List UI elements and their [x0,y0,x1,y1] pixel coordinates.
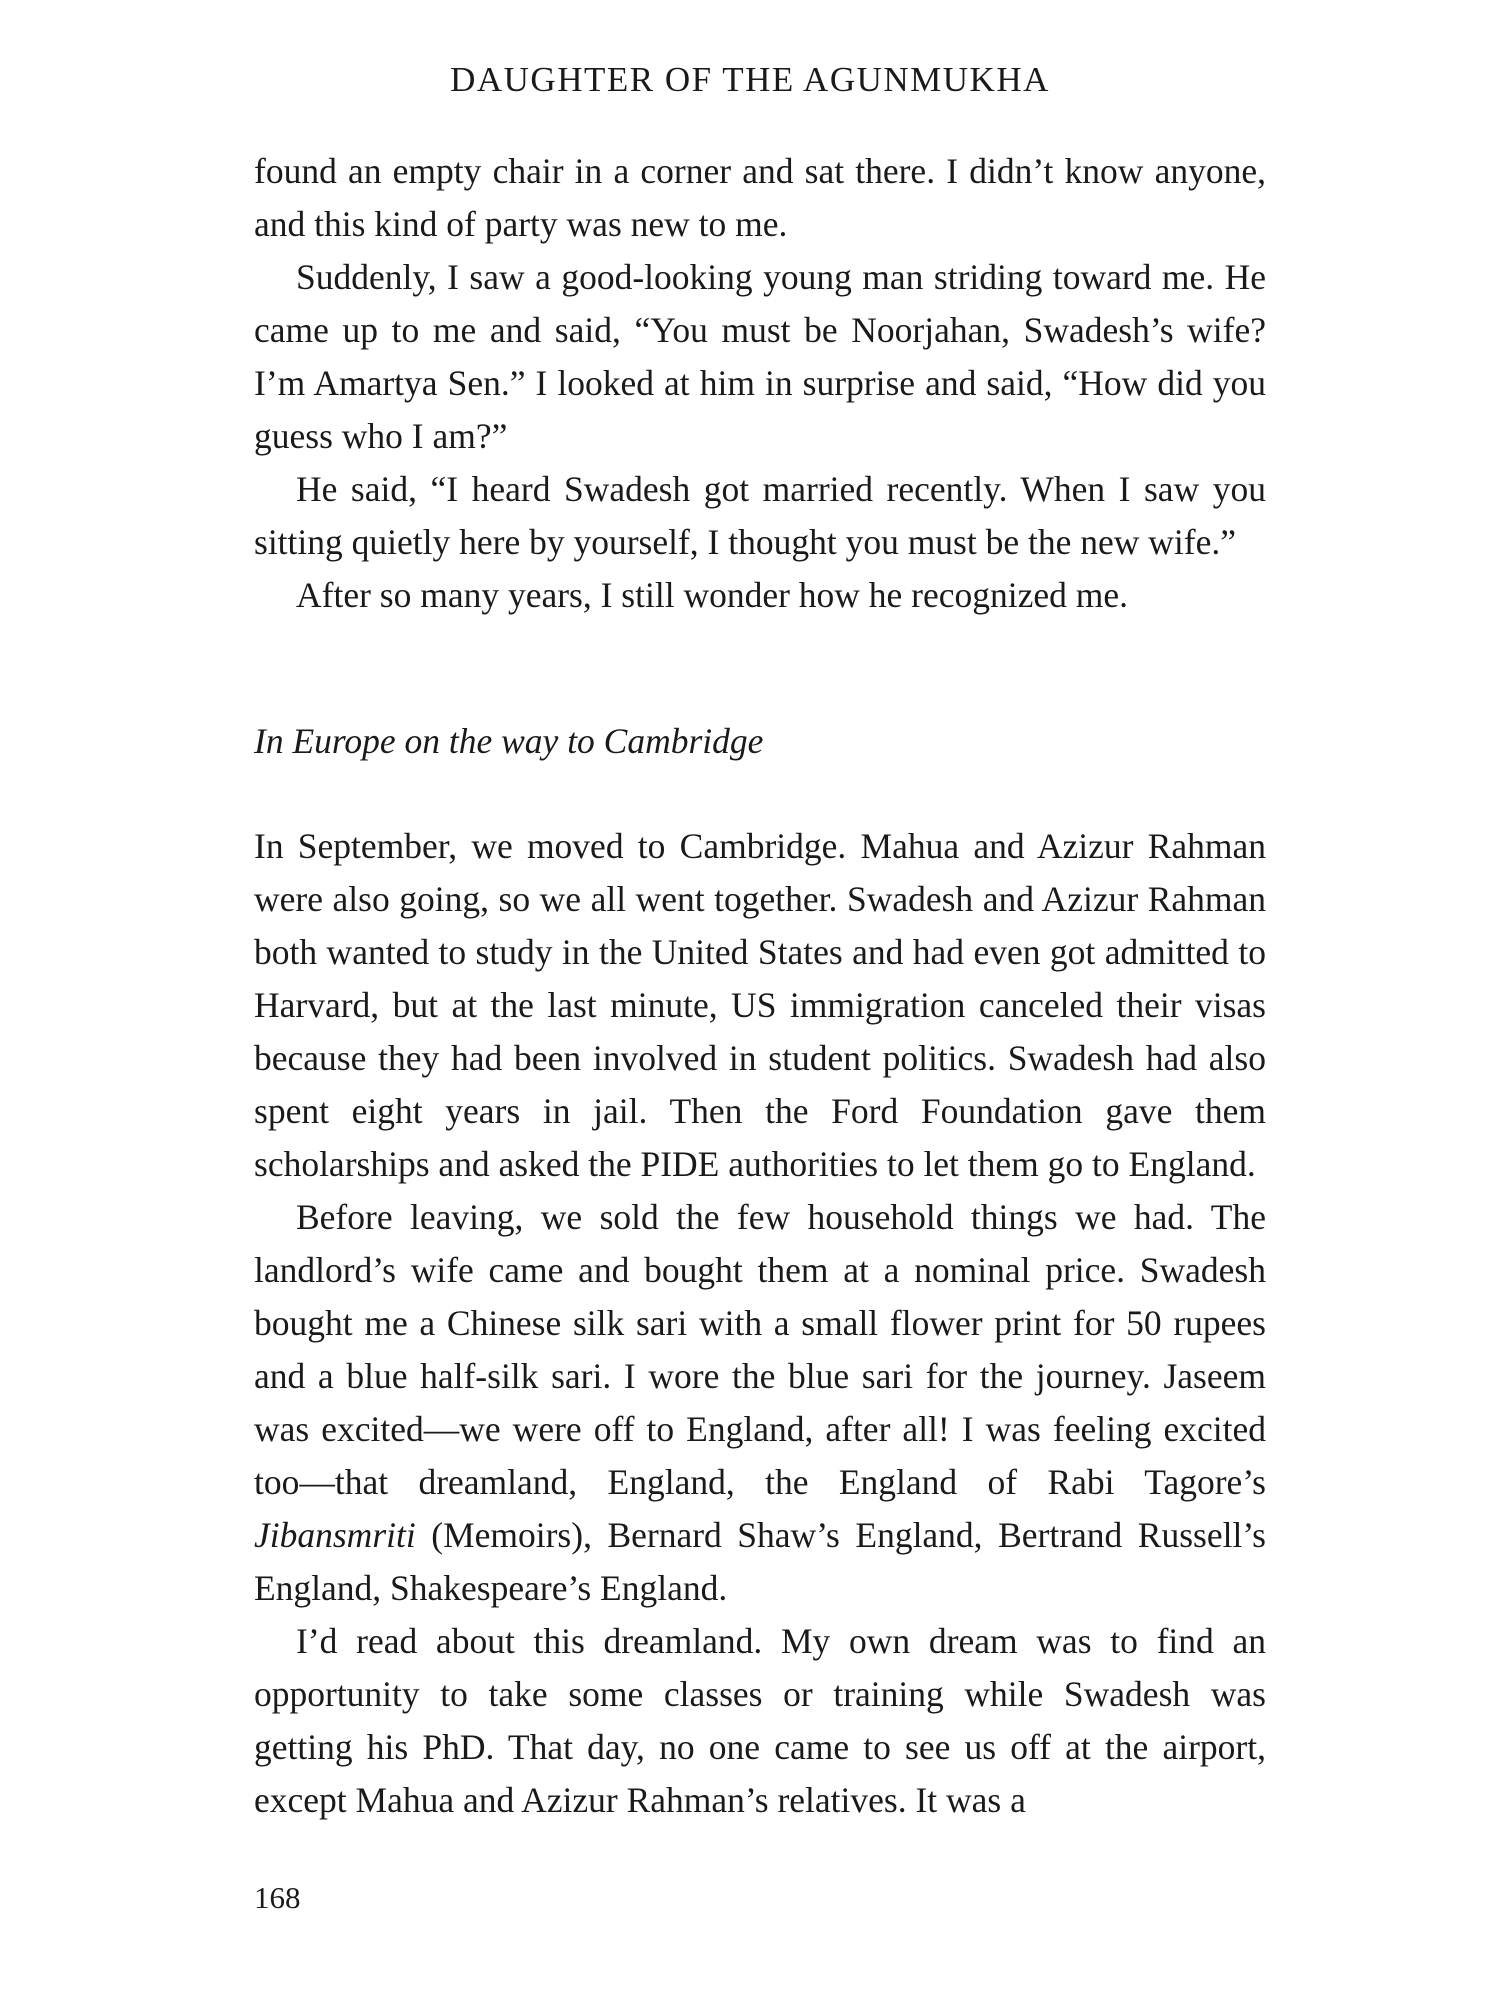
paragraph-6-part-b: (Memoirs), Bernard Shaw’s England, Bertrand Russell’s England, Shakespeare’s England. [254,1515,1266,1608]
page-number: 168 [254,1880,301,1915]
body-text [254,145,1266,1827]
section-heading: In Europe on the way to Cambridge [254,721,764,761]
paragraph-6 [254,1191,1266,1615]
running-head: DAUGHTER OF THE AGUNMUKHA [450,60,1050,99]
section-gap [254,768,1266,820]
book-title-italic: Jibansmriti [254,1515,416,1555]
paragraph-6-part-a: Before leaving, we sold the few household things we had. The landlord’s wife came and bought them at a nominal price. Swadesh bought me a Chinese silk sari with a small flower print for 50 rupees and a blue half-silk sari. I wore the blue sari for the journey. Jaseem was excited—we were off to England, after all! I was feeling excited too—that dreamland, England, the England of Rabi Tagore’s [254,1197,1266,1502]
paragraph-4: After so many years, I still wonder how he recognized me. [296,575,1129,615]
paragraph-2: Suddenly, I saw a good-looking young man striding toward me. He came up to me and said, “You must be Noorjahan, Swadesh’s wife? I’m Amartya Sen.” I looked at him in surprise and said, “How did you guess who I am?” [254,257,1266,456]
paragraph-3: He said, “I heard Swadesh got married recently. When I saw you sitting quietly here by yourself, I thought you must be the new wife.” [254,469,1266,562]
paragraph-5: In September, we moved to Cambridge. Mahua and Azizur Rahman were also going, so we all went together. Swadesh and Azizur Rahman both wanted to study in the United States and had even got admitted to Harvard, but at the last minute, US immigration canceled their visas because they had been involved in student politics. Swadesh had also spent eight years in jail. Then the Ford Foundation gave them scholarships and asked the PIDE authorities to let them go to England. [254,826,1266,1184]
paragraph-7: I’d read about this dreamland. My own dream was to find an opportunity to take some classes or training while Swadesh was getting his PhD. That day, no one came to see us off at the airport, except Mahua and Azizur Rahman’s relatives. It was a [254,1621,1266,1820]
paragraph-1: found an empty chair in a corner and sat there. I didn’t know anyone, and this kind of party was new to me. [254,151,1266,244]
